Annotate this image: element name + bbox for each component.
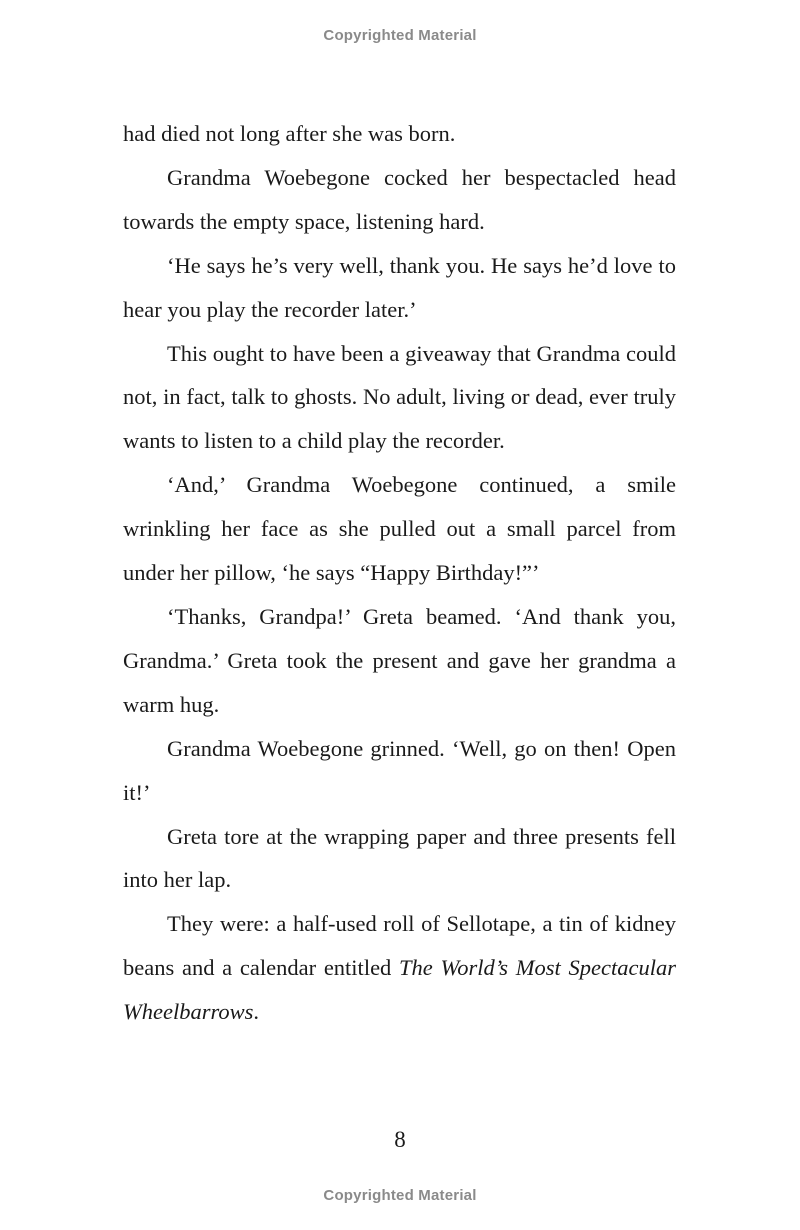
- page-body: [123, 112, 676, 1034]
- page-number: 8: [394, 1127, 406, 1152]
- paragraph-8: Greta tore at the wrapping paper and three presents fell into her lap.: [123, 823, 676, 893]
- paragraph-5: ‘And,’ Grandma Woebegone continued, a smile wrinkling her face as she pulled out a small parcel from under her pillow, ‘he says “Happy Birthday!”’: [123, 472, 676, 586]
- paragraph-4: This ought to have been a giveaway that Grandma could not, in fact, talk to ghosts. No adult, living or dead, ever truly wants to listen to a child play the recorder.: [123, 340, 676, 454]
- paragraph-1: had died not long after she was born.: [123, 121, 456, 146]
- paragraph-9-text: They were: a half-used roll of Sellotape, a tin of kidney beans and a calendar entitled: [123, 911, 676, 981]
- paragraph-2: Grandma Woebegone cocked her bespectacled head towards the empty space, listening hard.: [123, 164, 676, 234]
- paragraph-3: ‘He says he’s very well, thank you. He says he’d love to hear you play the recorder later.’: [123, 252, 676, 322]
- paragraph-6: ‘Thanks, Grandpa!’ Greta beamed. ‘And thank you, Grandma.’ Greta took the present and gave her grandma a warm hug.: [123, 603, 676, 717]
- paragraph-9-end: .: [253, 999, 260, 1025]
- paragraph-9: [123, 902, 676, 1034]
- copyright-watermark-top: Copyrighted Material: [323, 27, 477, 44]
- calendar-title: The World’s Most Spectacular Wheelbarrows: [123, 955, 676, 1025]
- copyright-watermark-bottom: Copyrighted Material: [323, 1187, 477, 1204]
- paragraph-7: Grandma Woebegone grinned. ‘Well, go on then! Open it!’: [123, 735, 676, 805]
